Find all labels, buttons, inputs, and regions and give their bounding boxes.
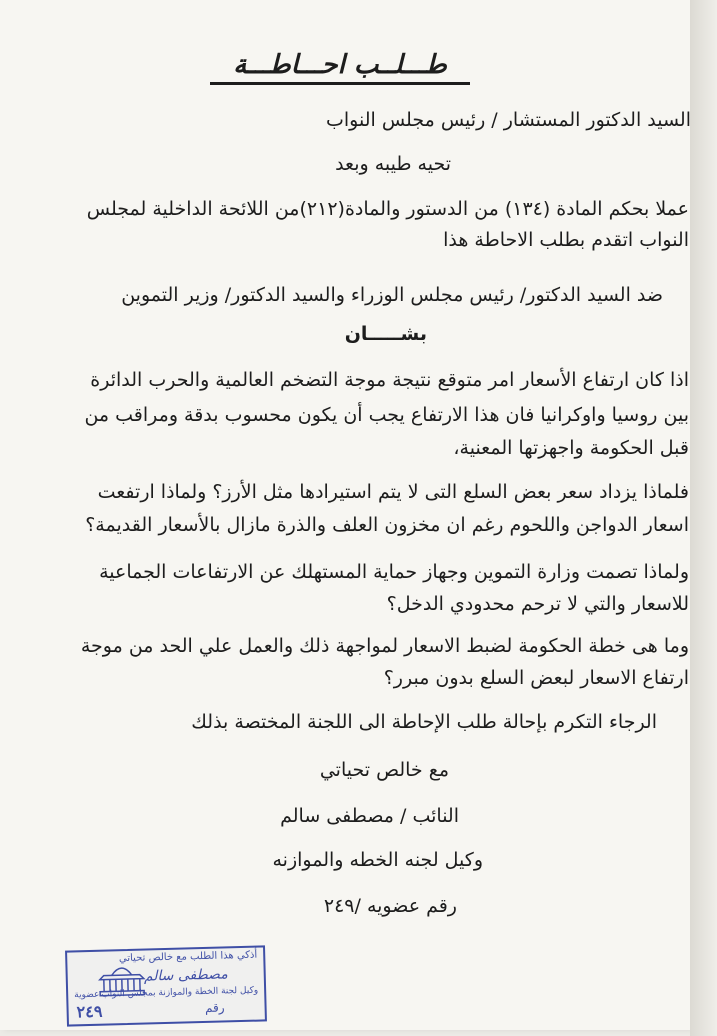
paragraph-1-line-3: قبل الحكومة واجهزتها المعنية، xyxy=(453,437,689,459)
stamp-membership-label: عضوية xyxy=(74,989,100,1001)
paragraph-3-line-2: للاسعار والتي لا ترحم محدودي الدخل؟ xyxy=(386,593,689,615)
paragraph-2-line-1: فلماذا يزداد سعر بعض السلع التى لا يتم استيرادها مثل الأرز؟ ولماذا ارتفعت xyxy=(97,481,689,503)
signature-role: وكيل لجنه الخطه والموازنه xyxy=(272,849,483,871)
page-edge xyxy=(690,0,717,1036)
intro-line-1: عملا بحكم المادة (١٣٤) من الدستور والمادة(٢١٢)من اللائحة الداخلية لمجلس xyxy=(86,198,689,220)
paragraph-1-line-2: بين روسيا واوكرانيا فان هذا الارتفاع يجب أن يكون محسوب بدقة ومراقب من xyxy=(84,404,689,426)
paragraph-4-line-2: ارتفاع الاسعار لبعض السلع بدون مبرر؟ xyxy=(383,667,689,689)
signature-name: النائب / مصطفى سالم xyxy=(280,805,459,827)
stamp-line-3: وكيل لجنة الخطة والموازنة بمجلس النواب xyxy=(101,985,259,1000)
document-title: طـــلــب احـــاطـــة xyxy=(210,50,470,85)
stamp-name: مصطفى سالم xyxy=(143,966,228,985)
paragraph-3-line-1: ولماذا تصمت وزارة التموين وجهاز حماية المستهلك عن الارتفاعات الجماعية xyxy=(99,561,689,583)
request-line: الرجاء التكرم بإحالة طلب الإحاطة الى اللجنة المختصة بذلك xyxy=(191,711,657,733)
paragraph-1-line-1: اذا كان ارتفاع الأسعار امر متوقع نتيجة موجة التضخم العالمية والحرب الدائرة xyxy=(90,369,689,391)
official-stamp xyxy=(65,945,267,1026)
greeting-line: تحيه طيبه وبعد xyxy=(335,153,451,175)
against-line: ضد السيد الدكتور/ رئيس مجلس الوزراء والسيد الدكتور/ وزير التموين xyxy=(121,284,663,306)
stamp-membership-number: ٢٤٩ xyxy=(76,1001,103,1022)
stamp-number-label: رقم xyxy=(204,1000,225,1015)
signature-membership: رقم عضويه /٢٤٩ xyxy=(323,895,457,917)
addressee-line: السيد الدكتور المستشار / رئيس مجلس النواب xyxy=(326,109,691,131)
paragraph-2-line-2: اسعار الدواجن واللحوم رغم ان مخزون العلف والذرة مازال بالأسعار القديمة؟ xyxy=(85,514,689,536)
subject-line: بشـــــان xyxy=(344,323,427,345)
closing-line: مع خالص تحياتي xyxy=(319,759,449,781)
paragraph-4-line-1: وما هى خطة الحكومة لضبط الاسعار لمواجهة ذلك والعمل علي الحد من موجة xyxy=(80,635,689,657)
intro-line-2: النواب اتقدم بطلب الاحاطة هذا xyxy=(443,229,689,251)
stamp-line-1: أذكي هذا الطلب مع خالص تحياتي xyxy=(118,949,258,965)
